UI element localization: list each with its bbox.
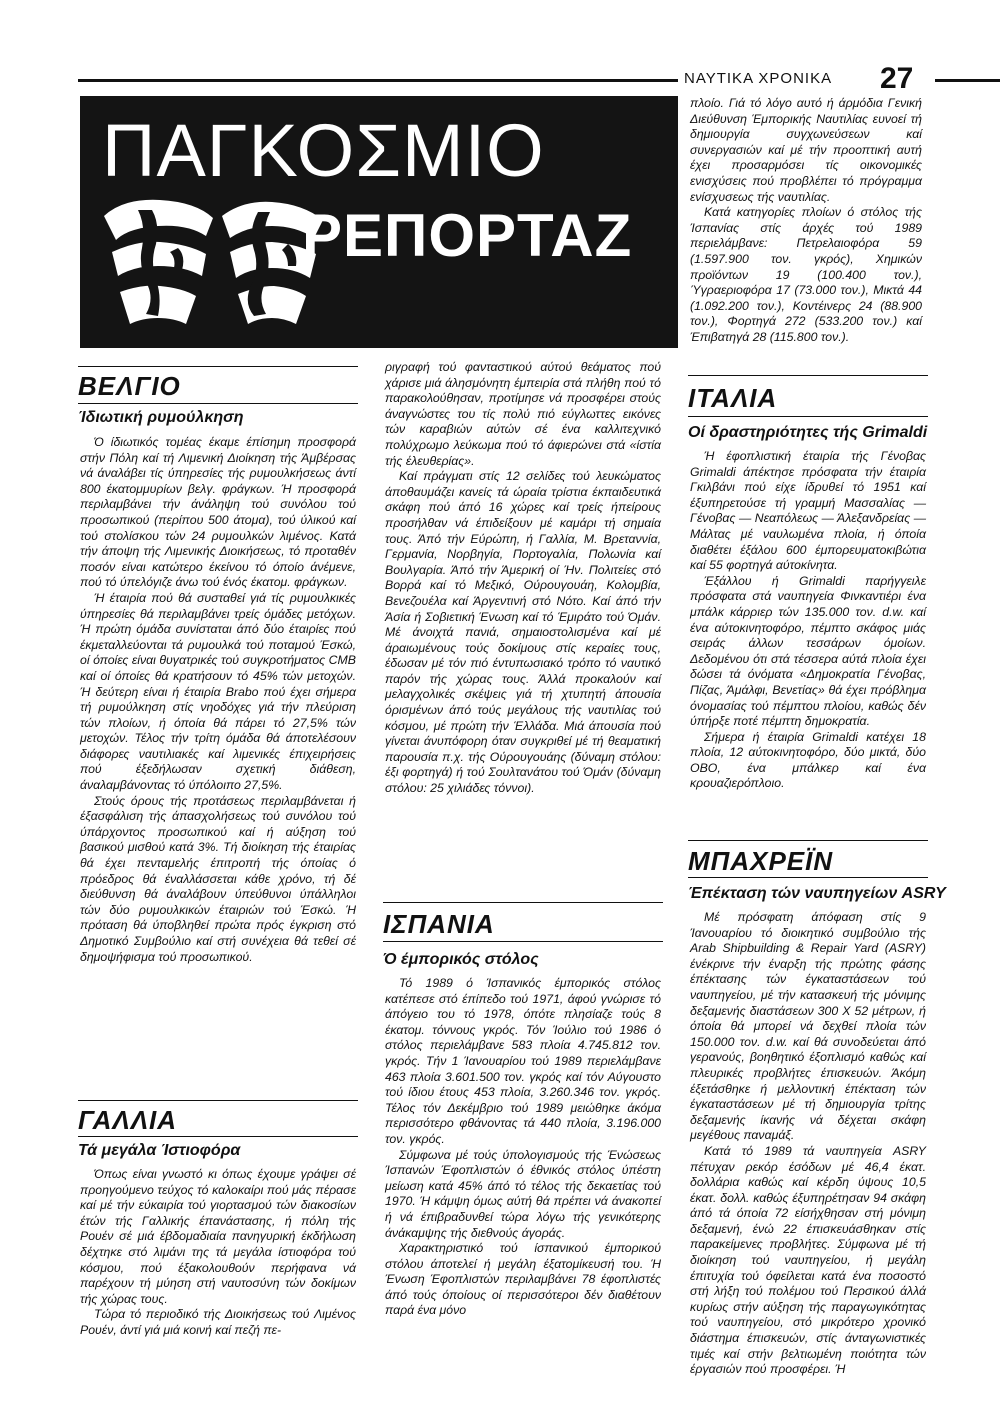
paragraph: Μέ πρόσφατη άπόφαση στίς 9 Ίανουαρίου τό διοικητικό συμβούλιο τής Arab Shipbuilding & Repair Yard (ASRY) ένέκρινε τήν έναρξη τής πρώτης φάσης έπέκτασης τών έγκαταστάσεων τού ναυπηγείου, μέ τήν κατασκευή τής μόνιμης δεξαμενής διαστάσεων 300 Χ 52 μέτρων, ή όποία θά μπορεί νά δεχθεί πλοία τών 150.000 τον. d.w. καί θά συνοδεύεται άπό γερανούς, βοηθητικό έξοπλισμό καθώς καί πλευρικές προβλήτες έπισκευών. Άκόμη έξετάσθηκε ή μελλοντική έπέκταση τών έγκαταστάσεων μέ τή δημιουργία τρίτης δεξαμενής ίκανής νά δέχεται σκάφη μεγέθους παναμάξ. [690, 910, 926, 1143]
subtitle-italia: Οί δραστηριότητες τής Grimaldi [688, 424, 928, 441]
section-rule [78, 1136, 358, 1137]
article-belgio [80, 435, 356, 965]
section-rule [383, 941, 663, 942]
article-ispania [385, 976, 661, 1319]
column3-continuation [690, 96, 922, 346]
paragraph: Σύμφωνα μέ τούς ύπολογισμούς τής Ένώσεως Ίσπανών Έφοπλιστών ό έθνικός στόλος ύπέστη μείωση κατά 45% άπό τό τέλος τής δεκαετίας τού 1970. Ή κάμψη όμως αύτή θά πρέπει νά άνακοπεί ή νά έπιβραδυνθεί τώρα λόγω τής γενικότερης άνάκαμψης τής διεθνούς άγοράς. [385, 1147, 661, 1240]
paragraph: Κατά τό 1989 τά ναυπηγεία ASRY πέτυχαν ρεκόρ έσόδων μέ 46,4 έκατ. δολλάρια καθώς καί κέρδη ύψους 10,5 έκατ. δολλ. καθώς έξυπηρέτησαν 94 σκάφη άπό τά όποία 72 είσήχθησαν στή μόνιμη δεξαμενή, ένώ 22 έπισκευάσθηκαν στίς παρακείμενες προβλήτες. Σύμφωνα μέ τή διοίκηση τού ναυπηγείου, ή μεγάλη έπιτυχία τού όφείλεται κατά ένα ποσοστό στή λήξη τού πολέμου τού Περσικού άλλά κυρίως στήν αύξηση τής παραγωγικότητας τού ναυπηγείου, στό μικρότερο χρονικό διάστημα έπισκευών, στίς άνταγωνιστικές τιμές καί στήν βελτιωμένη ποιότητα τών έργασιών πού προσφέρει. Ή [690, 1143, 926, 1377]
subtitle-ispania: Ό έμπορικός στόλος [383, 951, 539, 968]
section-rule [78, 366, 358, 367]
paragraph: Σήμερα ή έταιρία Grimaldi κατέχει 18 πλοία, 12 αύτοκινητοφόρο, δύο μικτά, δύο OBO, ένα μπάλκερ καί ένα κρουαζιερόπλοιο. [690, 729, 926, 791]
subtitle-belgio: Ίδιωτική ρυμούλκηση [78, 409, 244, 426]
paragraph: Έξάλλου ή Grimaldi παρήγγειλε πρόσφατα στά ναυπηγεία Φινκαντιέρι ένα μπάλκ κάρριερ τών 135.000 τον. d.w. καί ένα αύτοκινητοφόρο, πέμπτο σκάφος μιάς σειράς άλλων τεσσάρων όμοίων. Δεδομένου ότι στά τέσσερα αύτά πλοία έχει δώσει τά όνόματα «Δημοκρατία Γένοβας, Πίζας, Άμάλφι, Βενετίας» θά έχει πρόβλημα όνομασίας τού πέμπτου πλοίου, καθώς δέν ύπήρξε ποτέ πέμπτη δημοκρατία. [690, 573, 926, 729]
banner-title-line2: ΡΕΠΟΡΤΑΖ [302, 202, 633, 269]
article-italia [690, 449, 926, 792]
paragraph: Τό 1989 ό Ίσπανικός έμπορικός στόλος κατέπεσε στό έπίπεδο τού 1971, άφού γνώρισε τό άπόγειο του τό 1978, όπότε πλησίαζε τούς 8 έκατομ. τόννους γκρός. Τόν Ίούλιο τού 1986 ό στόλος περιελάμβανε 583 πλοία 4.745.812 τον. γκρός. Τήν 1 Ίανουαρίου τού 1989 περιελάμβανε 463 πλοία 3.601.500 τον. γκρός καί τόν Αύγουστο τού ίδιου έτους 453 πλοία, 3.260.346 τον. γκρός. Τέλος τόν Δεκέμβριο τού 1989 μειώθηκε άκόμα περισσότερο φθάνοντας τά 440 πλοία, 3.196.000 τον. γκρός. [385, 976, 661, 1146]
section-title-belgio: ΒΕΛΓΙΟ [78, 371, 181, 401]
section-title-italia: ΙΤΑΛΙΑ [688, 383, 778, 413]
paragraph: ριγραφή τού φανταστικού αύτού θεάματος πού χάρισε μιά άλησμόνητη έμπειρία στά πλήθη πού τό παρακολούθησαν, προτίμησε νά προσφέρει στούς άναγνώστες του τίς πολύ πιό εύγλωττες εικόνες τών καραβιών αύτών σέ ένα καλλιτεχνικό πολύχρωμο λεύκωμα πού τό άφιερώνει στά «ίστία τής έλευθερίας». [385, 360, 661, 468]
paragraph: Ή έταιρία πού θά συσταθεί γιά τίς ρυμουλκικές ύπηρεσίες θά περιλαμβάνει τρείς όμάδες μετόχων. Ή πρώτη όμάδα συνίσταται άπό δύο έταιρίες πού έκμεταλλεύονται τά ρυμουλκά τού ποταμού Έσκώ, οί όποίες είναι θυγατρικές τού συγκροτήματος CMB καί οί όποίες θά κρατήσουν τό 45% τών μετοχών. Ή δεύτερη είναι ή έταιρία Brabo πού έχει σήμερα τή ρυμούλκηση στίς νηοδόχες γιά τήν πλεύριση τών πλοίων, ή όποία θά πάρει τό 27,5% τών μετοχών. Τέλος τήν τρίτη όμάδα θά άποτελέσουν διάφορες ναυτιλιακές καί λιμενικές έπιχειρήσεις πού έξεδήλωσαν σχετική διάθεση, άναλαμβάνοντας τό ύπόλοιπο 27,5%. [80, 590, 356, 793]
section-rule [688, 840, 928, 841]
section-rule [688, 416, 928, 417]
section-rule [688, 375, 928, 376]
header-rule-left [78, 79, 678, 82]
page-number: 27 [880, 62, 914, 95]
section-rule [78, 403, 358, 404]
article-gallia [80, 1167, 356, 1339]
paragraph: Όπως είναι γνωστό κι όπως έχουμε γράψει σέ προηγούμενο τεύχος τό καλοκαίρι πού μάς πέρασε καί μέ τήν εύκαιρία τού γιορτασμού τών διακοσίων έτών τής Γαλλικής έπανάστασης, ή πόλη τής Ρουέν σέ μιά έβδομαδιαία πανηγυρική έκδήλωση δέχτηκε στό λιμάνι της τά μεγάλα ίστιοφόρα τού κόσμου, πού έξακολουθούν περήφανα νά παρέχουν τή μύηση στή ναυτοσύνη τών δοκίμων τής χώρας τους. [80, 1167, 356, 1306]
subtitle-bahrain: Έπέκταση τών ναυπηγείων ASRY [688, 885, 946, 902]
paragraph: Καί πράγματι στίς 12 σελίδες τού λευκώματος άποθαυμάζει κανείς τά ώραία τρίστια έκπαιδευτικά σκάφη πού άπό 16 χώρες καί τρείς ήπείρους προσήλθαν νά έπιδείξουν μέ καμάρι τή σημαία τους. Άπό τήν Εύρώπη, ή Γαλλία, Μ. Βρεταννία, Γερμανία, Νορβηγία, Πορτογαλία, Πολωνία καί Βουλγαρία. Άπό τήν Άμερική οί Ήν. Πολιτείες στό Βορρά καί τό Μεξικό, Ούρουγουάη, Κολομβία, Βενεζουέλα καί Άργεντινή στό Νότο. Καί άπό τήν Άσία ή Σοβιετική Ένωση καί τό Έμιράτο τού Όμάν. Μέ άνοιχτά πανιά, σημαιοστολισμένα καί μέ άραιωμένους τούς δοκίμους στίς κεραίες τους, έδωσαν μέ τόν πιό έντυπωσιακό τρόπο τό ναυτικό παρόν τής χώρας τους. Άλλά προκαλούν καί μελαγχολικές σκέψεις γιά τή χτυπητή άπουσία όρισμένων άπό τούς μεγάλους τής ναυτιλίας τού κόσμου, μέ πρώτη τήν Έλλάδα. Μιά άπουσία πού γίνεται άνυπόφορη όταν συγκριθεί μέ τή θεαματική παρουσία π.χ. τής Ούρουγουάης (δύναμη στόλου: έξι φορτηγά) ή τού Σουλτανάτου τού Όμάν (δύναμη στόλου: 25 χιλιάδες τόννοι). [385, 469, 661, 796]
section-rule [383, 902, 663, 903]
paragraph: Ό ίδιωτικός τομέας έκαμε έπίσημη προσφορά στήν Πόλη καί τή Λιμενική Διοίκηση τής Άμβέρσας νά άναλάβει τίς ύπηρεσίες τής ρυμουλκήσεως άντί 800 έκατομμυρίων βελγ. φράγκων. Ή προσφορά περιλαμβάνει τήν άνάληψη τού συνόλου τού προσωπικού (περίπου 500 άτομα), τού ύλικού καί τού στολίσκου τών 24 ρυμουλκών λιμένος. Κατά τήν άποψη τής Λιμενικής Διοικήσεως, τό προταθέν ποσόν είναι κατώτερο έκείνου τό όποίο άνέμενε, πού τό ύπελόγιζε άνω τού ένός έκατομ. φράγκων. [80, 435, 356, 590]
banner [80, 96, 678, 348]
paragraph: Τώρα τό περιοδικό τής Διοικήσεως τού Λιμένος Ρουέν, άντί γιά μιά κοινή καί πεζή πε- [80, 1307, 356, 1337]
section-rule [688, 877, 928, 878]
section-title-gallia: ΓΑΛΛΙΑ [78, 1105, 178, 1135]
paragraph: Στούς όρους τής προτάσεως περιλαμβάνεται ή έξασφάλιση τής άπασχολήσεως τού συνόλου τού ύπάρχοντος προσωπικού καί ή αύξηση τού βασικού μισθού κατά 3%. Τή διοίκηση τής έταιρίας θά έχει πενταμελής έπιτροπή τής όποίας ό πρόεδρος θά έναλλάσσεται κάθε χρόνο, τή δέ διεύθυνση θά άναλάβουν ύπεύθυνοι ύπάλληλοι τών δύο ρυμουλκικών έταιριών τού Έσκώ. Ή πρόταση θά ύποβληθεί πρώτα πρός έγκριση στό Δημοτικό Συμβούλιο καί στή συνέχεια θά τεθεί σέ δημοψήφισμα τού προσωπικού. [80, 793, 356, 964]
column2-continuation [385, 360, 661, 797]
paragraph: Κατά κατηγορίες πλοίων ό στόλος τής Ίσπανίας στίς άρχές τού 1989 περιελάμβανε: Πετρελαιοφόρα 59 (1.597.900 τον. γκρός), Χημικών προϊόντων 19 (100.400 τον.), Ύγραεριοφόρα 17 (73.000 τον.), Μικτά 44 (1.092.200 τον.), Κοντέινερς 24 (88.900 τον.), Φορτηγά 272 (533.200 τον.) καί Έπιβατηγά 28 (115.800 τον.). [690, 205, 922, 344]
paragraph: Ή έφοπλιστική έταιρία τής Γένοβας Grimaldi άπέκτησε πρόσφατα τήν έταιρία Γκιλβάνι πού είχε ίδρυθεί τό 1951 καί έξυπηρετούσε τή γραμμή Μασσαλίας — Γένοβας — Νεαπόλεως — Άλεξανδρείας — Μάλτας μέ ναυλωμένα πλοία, ή όποία διαθέτει έξάλου 600 έμπορευματοκιβώτια καί 55 φορτηγά αύτοκίνητα. [690, 449, 926, 573]
running-title: ΝΑΥΤΙΚΑ ΧΡΟΝΙΚΑ [684, 70, 833, 87]
banner-title-line1: ΠΑΓΚΟΣΜΙΟ [102, 109, 545, 192]
paragraph: πλοίο. Γιά τό λόγο αυτό ή άρμόδια Γενική Διεύθυνση Έμπορικής Ναυτιλίας ευνοεί τή δημιουργία συγχωνεύσεων καί συνεργασιών καί μέ τήν προοπτική αυτή έχει προσαρμόσει τίς οικονομικές ενισχύσεις πού προβλέπει τό πρόγραμμα ενίσχυσεως τής ναυτιλίας. [690, 96, 922, 204]
article-bahrain [690, 910, 926, 1378]
subtitle-gallia: Τά μεγάλα Ίστιοφόρα [78, 1142, 241, 1159]
header-rule-right [935, 79, 1000, 82]
section-title-ispania: ΙΣΠΑΝΙΑ [383, 909, 495, 939]
paragraph: Χαρακτηριστικό τού ίσπανικού έμπορικού στόλου άποτελεί ή μεγάλη έξατομίκευσή του. Ή Ένωση Έφοπλιστών περιλαμβάνει 78 έφοπλιστές άπό τούς όποίους οί περισσότεροι δέν διαθέτουν παρά ένα μόνο [385, 1241, 661, 1318]
section-title-bahrain: ΜΠΑΧΡΕΪΝ [688, 846, 834, 876]
section-rule [78, 1100, 358, 1101]
